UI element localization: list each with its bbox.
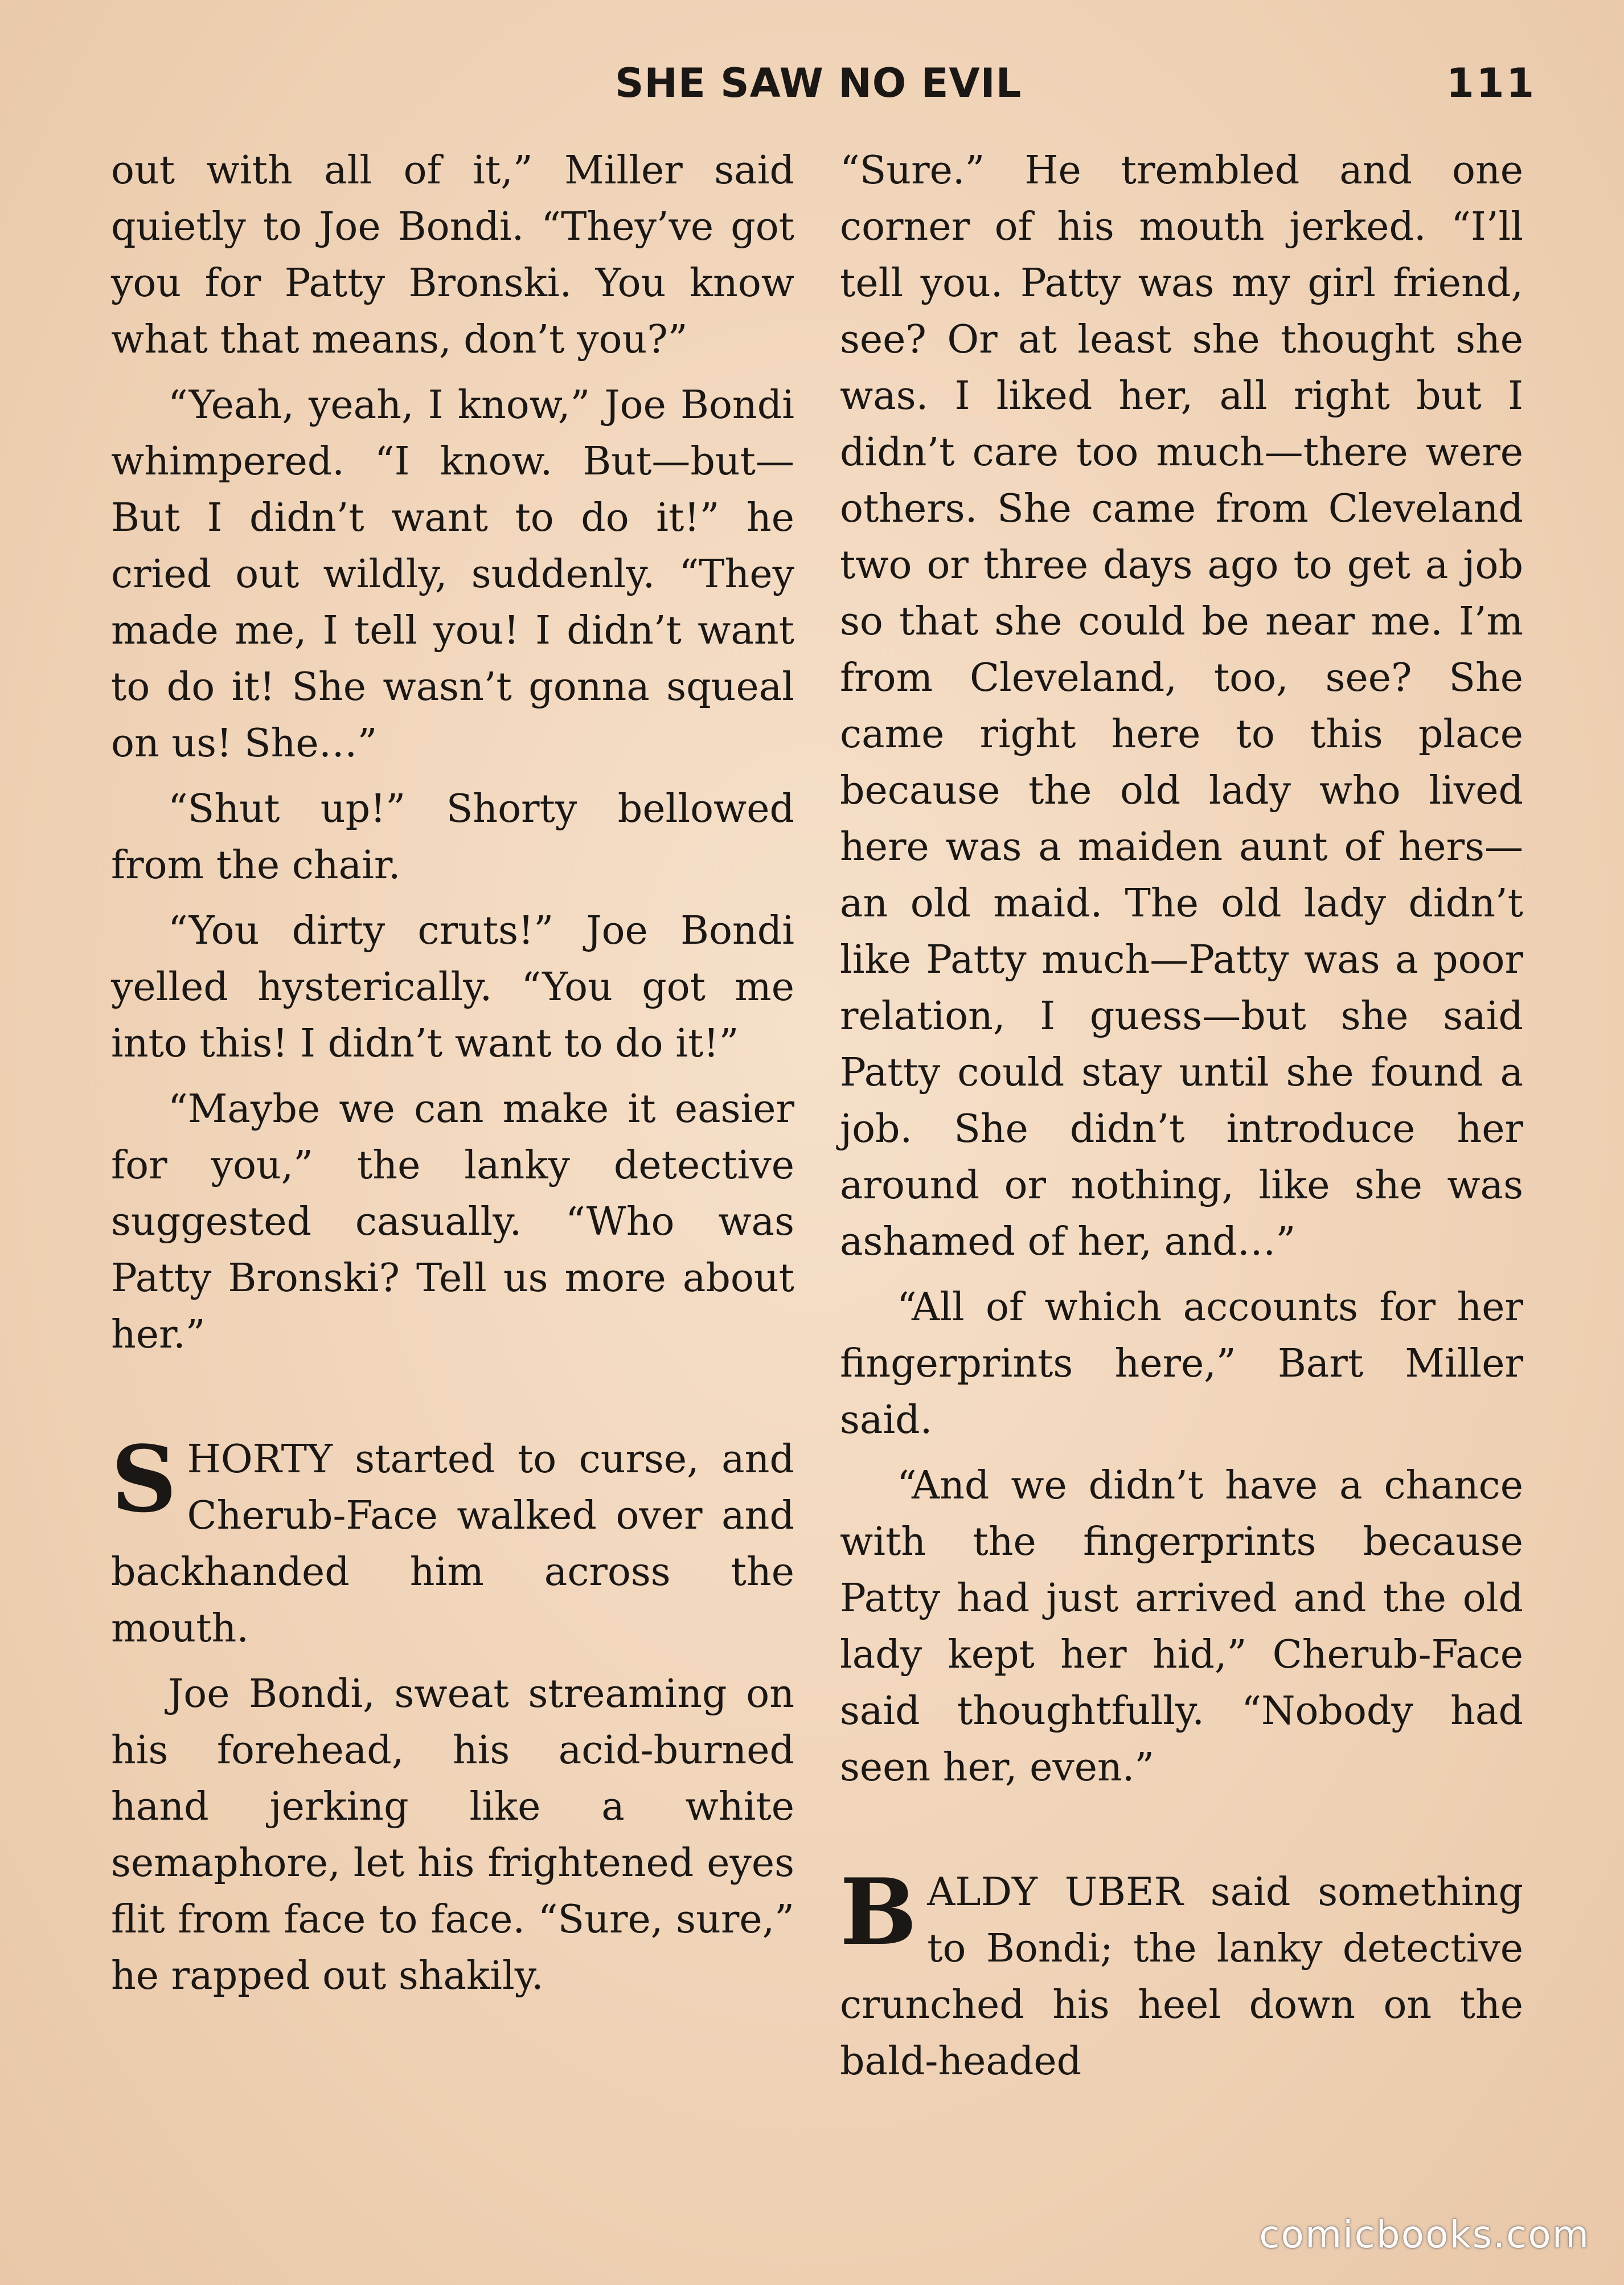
right-column [840,142,1523,2099]
section-paragraph [111,1426,794,1657]
paragraph: “Yeah, yeah, I know,” Joe Bondi whimpered. “I know. But—but— But I didn’t want to do it!” he cried out wildly, suddenly. “They made me, I tell you! I didn’t want to do it! She wasn’t gonna squeal on us! She…” [111,383,794,766]
paragraph-text: ALDY UBER said something to Bondi; the lanky detective crunched his heel down on the bald-headed [840,1870,1523,2084]
paragraph: “And we didn’t have a chance with the fingerprints because Patty had just arrived and the old lady kept her hid,” Cherub-Face said thoughtfully. “Nobody had seen her, even.” [840,1463,1523,1790]
paragraph: out with all of it,” Miller said quietly to Joe Bondi. “They’ve got you for Patty Bronski. You know what that means, don’t you?” [111,148,794,362]
paragraph-text: HORTY started to curse, and Cherub-Face walked over and backhanded him across the mouth. [111,1437,794,1651]
paragraph: “Sure.” He trembled and one corner of his mouth jerked. “I’ll tell you. Patty was my girl friend, see? Or at least she thought she was. I liked her, all right but I didn’t care too much—there were others. She came from Cleveland two or three days ago to get a job so that she could be near me. I’m from Cleveland, too, see? She came right here to this place because the old lady who lived here was a maiden aunt of hers—an old maid. The old lady didn’t like Patty much—Patty was a poor relation, I guess—but she said Patty could stay until she found a job. She didn’t introduce her around or nothing, like she was ashamed of her, and…” [840,148,1523,1264]
paragraph: “Shut up!” Shorty bellowed from the chair. [111,787,794,888]
paragraph: “All of which accounts for her fingerprints here,” Bart Miller said. [840,1285,1523,1443]
running-head-title: SHE SAW NO EVIL [615,60,1022,107]
drop-cap: S [111,1426,177,1533]
paragraph: “Maybe we can make it easier for you,” the lanky detective suggested casually. “Who was Patty Bronski? Tell us more about her.” [111,1087,794,1357]
paragraph: Joe Bondi, sweat streaming on his forehead, his acid-burned hand jerking like a white semaphore, let his frightened eyes flit from face to face. “Sure, sure,” he rapped out shakily. [111,1672,794,1999]
left-column [111,142,794,2013]
watermark: comicbooks.com [1259,2213,1590,2257]
section-paragraph [840,1858,1523,2090]
page-number: 111 [1446,60,1537,107]
drop-cap: B [840,1858,917,1965]
paragraph: “You dirty cruts!” Joe Bondi yelled hysterically. “You got me into this! I didn’t want to do it!” [111,908,794,1066]
